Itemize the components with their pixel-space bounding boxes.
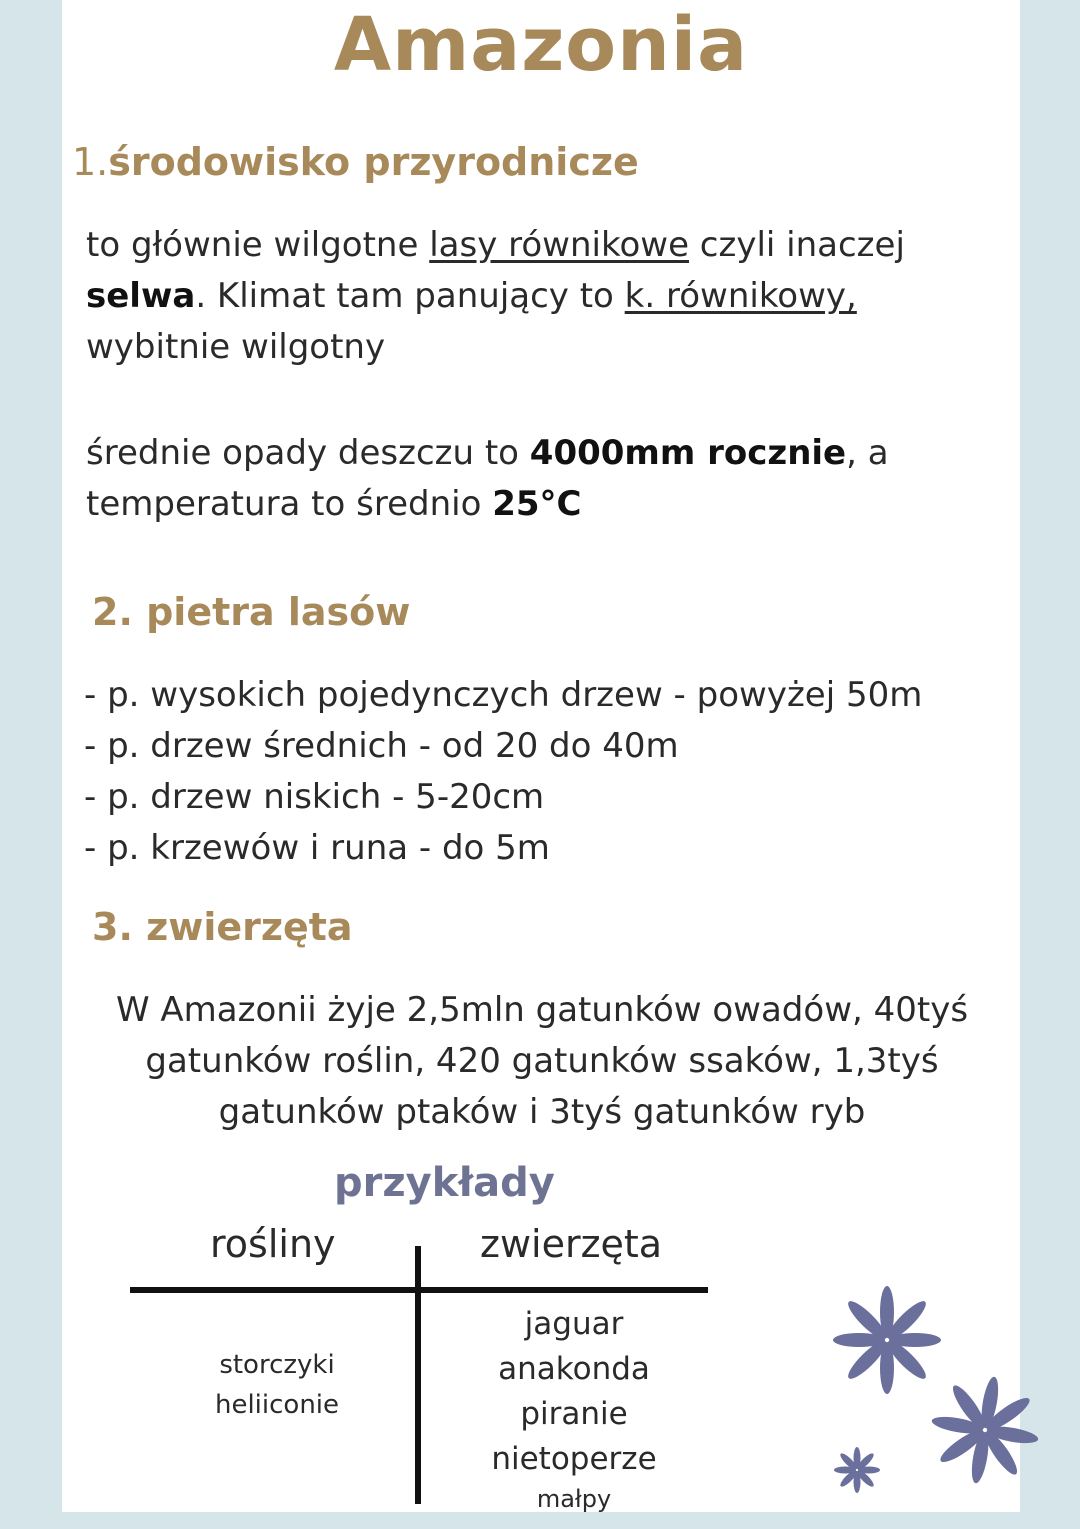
flower-decoration-icon [832, 1285, 942, 1395]
page-title: Amazonia [333, 2, 749, 88]
plants-list [182, 1345, 372, 1425]
section-3-heading: 3. zwierzęta [92, 905, 353, 949]
list-item: storczyki [219, 1350, 335, 1380]
document-page [62, 0, 1020, 1512]
examples-heading: przykłady [334, 1160, 555, 1206]
text-span: to głównie wilgotne [86, 225, 430, 265]
table-vertical-line [415, 1246, 421, 1504]
list-item: piranie [520, 1396, 628, 1432]
text-span: średnie opady deszczu to [86, 433, 530, 473]
section-1-title: środowisko przyrodnicze [108, 140, 639, 184]
list-item: anakonda [498, 1351, 650, 1387]
section-2-heading: 2. pietra lasów [92, 590, 411, 634]
flower-decoration-icon [930, 1375, 1040, 1485]
list-item: jaguar [524, 1306, 624, 1342]
text-span: . Klimat tam panujący to [195, 276, 625, 316]
animals-column-header: zwierzęta [480, 1222, 663, 1266]
underlined-term: lasy równikowe [429, 225, 689, 265]
bold-term: 4000mm rocznie [529, 433, 847, 473]
list-item: - p. krzewów i runa - do 5m [84, 828, 550, 868]
bold-term: selwa [86, 276, 196, 316]
text-span: , a temperatura to średnio [86, 433, 889, 524]
text-span: czyli inaczej [688, 225, 905, 265]
animals-list [474, 1302, 674, 1516]
flower-decoration-icon [832, 1445, 882, 1495]
plants-column-header: rośliny [210, 1222, 336, 1266]
list-item: heliiconie [214, 1390, 340, 1420]
list-item: - p. drzew niskich - 5-20cm [84, 777, 545, 817]
section-1-paragraph-2 [86, 428, 986, 530]
underlined-term: k. równikowy, [624, 276, 857, 316]
list-item: nietoperze [491, 1441, 657, 1477]
section-1-heading [72, 140, 639, 184]
section-1-number: 1. [72, 140, 109, 184]
list-item: - p. drzew średnich - od 20 do 40m [84, 726, 679, 766]
bold-term: 25°C [492, 484, 582, 524]
section-1-paragraph-1 [86, 220, 986, 373]
text-span: wybitnie wilgotny [86, 327, 386, 367]
list-item: - p. wysokich pojedynczych drzew - powyżej 50m [84, 675, 923, 715]
forest-layers-list [84, 670, 984, 874]
list-item: małpy [536, 1485, 612, 1513]
section-3-paragraph: W Amazonii żyje 2,5mln gatunków owadów, 40tyś gatunków roślin, 420 gatunków ssaków, 1,3tyś gatunków ptaków i 3tyś gatunków ryb [115, 990, 969, 1132]
